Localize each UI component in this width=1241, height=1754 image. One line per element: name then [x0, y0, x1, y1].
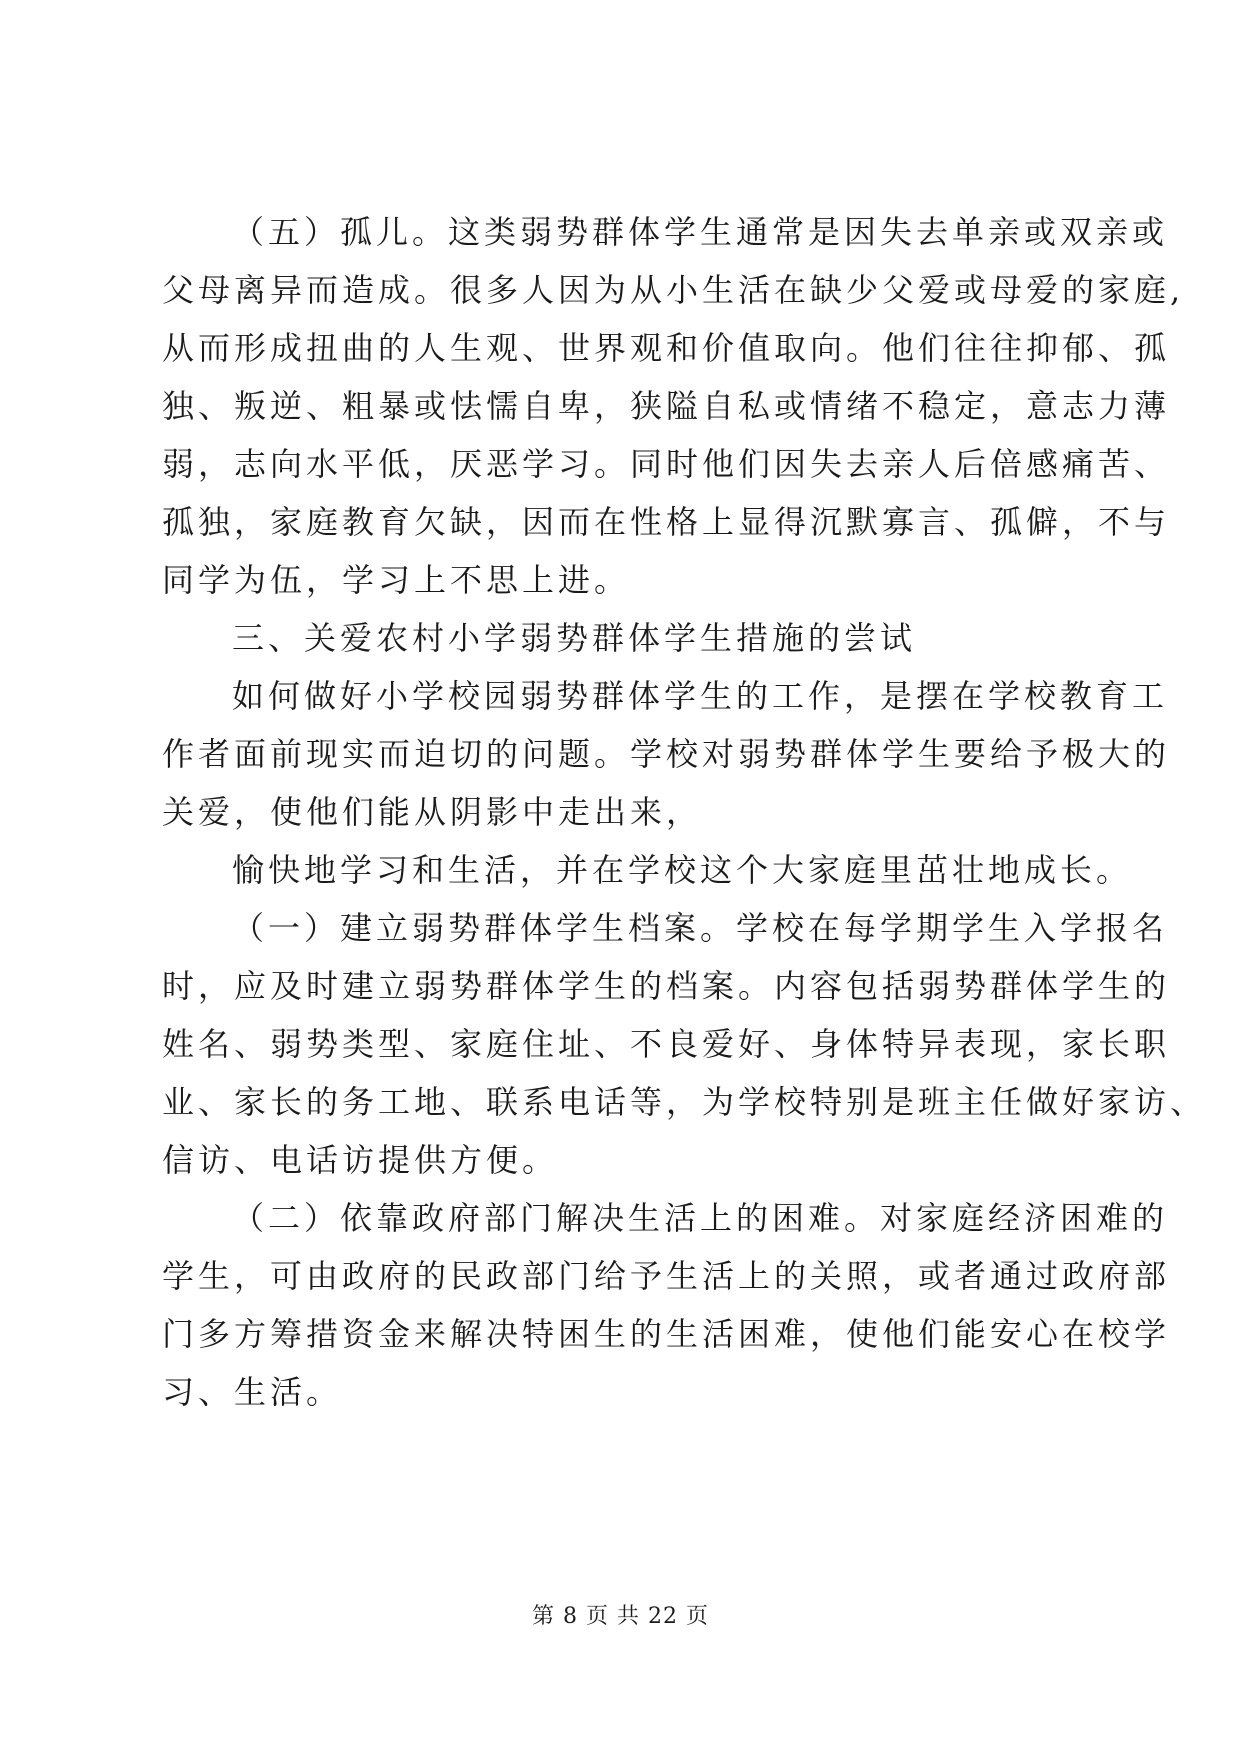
paragraph-government-line-3: 门多方筹措资金来解决特困生的生活困难，使他们能安心在校学: [162, 1315, 1171, 1353]
paragraph-orphans-line-5: 弱，志向水平低，厌恶学习。同时他们因失去亲人后倍感痛苦、: [162, 445, 1171, 483]
paragraph-archive-line-4: 业、家长的务工地、联系电话等，为学校特别是班主任做好家访、: [162, 1083, 1207, 1121]
paragraph-government-line-2: 学生，可由政府的民政部门给予生活上的关照，或者通过政府部: [162, 1257, 1171, 1295]
paragraph-intro-line-3: 关爱，使他们能从阴影中走出来，: [162, 793, 703, 831]
paragraph-growth-line-1: 愉快地学习和生活，并在学校这个大家庭里茁壮地成长。: [232, 851, 1133, 889]
page-number-footer: 第 8 页 共 22 页: [532, 1604, 709, 1629]
paragraph-intro-line-1: 如何做好小学校园弱势群体学生的工作，是摆在学校教育工: [232, 677, 1169, 715]
paragraph-intro-line-2: 作者面前现实而迫切的问题。学校对弱势群体学生要给予极大的: [162, 735, 1171, 773]
paragraph-orphans-line-6: 孤独，家庭教育欠缺，因而在性格上显得沉默寡言、孤僻，不与: [162, 503, 1171, 541]
paragraph-archive-line-2: 时，应及时建立弱势群体学生的档案。内容包括弱势群体学生的: [162, 967, 1171, 1005]
section-heading: 三、关爱农村小学弱势群体学生措施的尝试: [232, 619, 917, 657]
paragraph-government-line-1: （二）依靠政府部门解决生活上的困难。对家庭经济困难的: [232, 1199, 1169, 1237]
paragraph-archive-line-5: 信访、电话访提供方便。: [162, 1141, 559, 1179]
paragraph-archive-line-1: （一）建立弱势群体学生档案。学校在每学期学生入学报名: [232, 909, 1169, 947]
paragraph-orphans-line-3: 从而形成扭曲的人生观、世界观和价值取向。他们往往抑郁、孤: [162, 329, 1171, 367]
paragraph-orphans-line-2: 父母离异而造成。很多人因为从小生活在缺少父爱或母爱的家庭,: [162, 271, 1185, 309]
paragraph-archive-line-3: 姓名、弱势类型、家庭住址、不良爱好、身体特异表现，家长职: [162, 1025, 1171, 1063]
paragraph-orphans-line-1: （五）孤儿。这类弱势群体学生通常是因失去单亲或双亲或: [232, 213, 1169, 251]
paragraph-orphans-line-4: 独、叛逆、粗暴或怯懦自卑，狭隘自私或情绪不稳定，意志力薄: [162, 387, 1171, 425]
paragraph-government-line-4: 习、生活。: [162, 1373, 343, 1411]
paragraph-orphans-line-7: 同学为伍，学习上不思上进。: [162, 561, 631, 599]
